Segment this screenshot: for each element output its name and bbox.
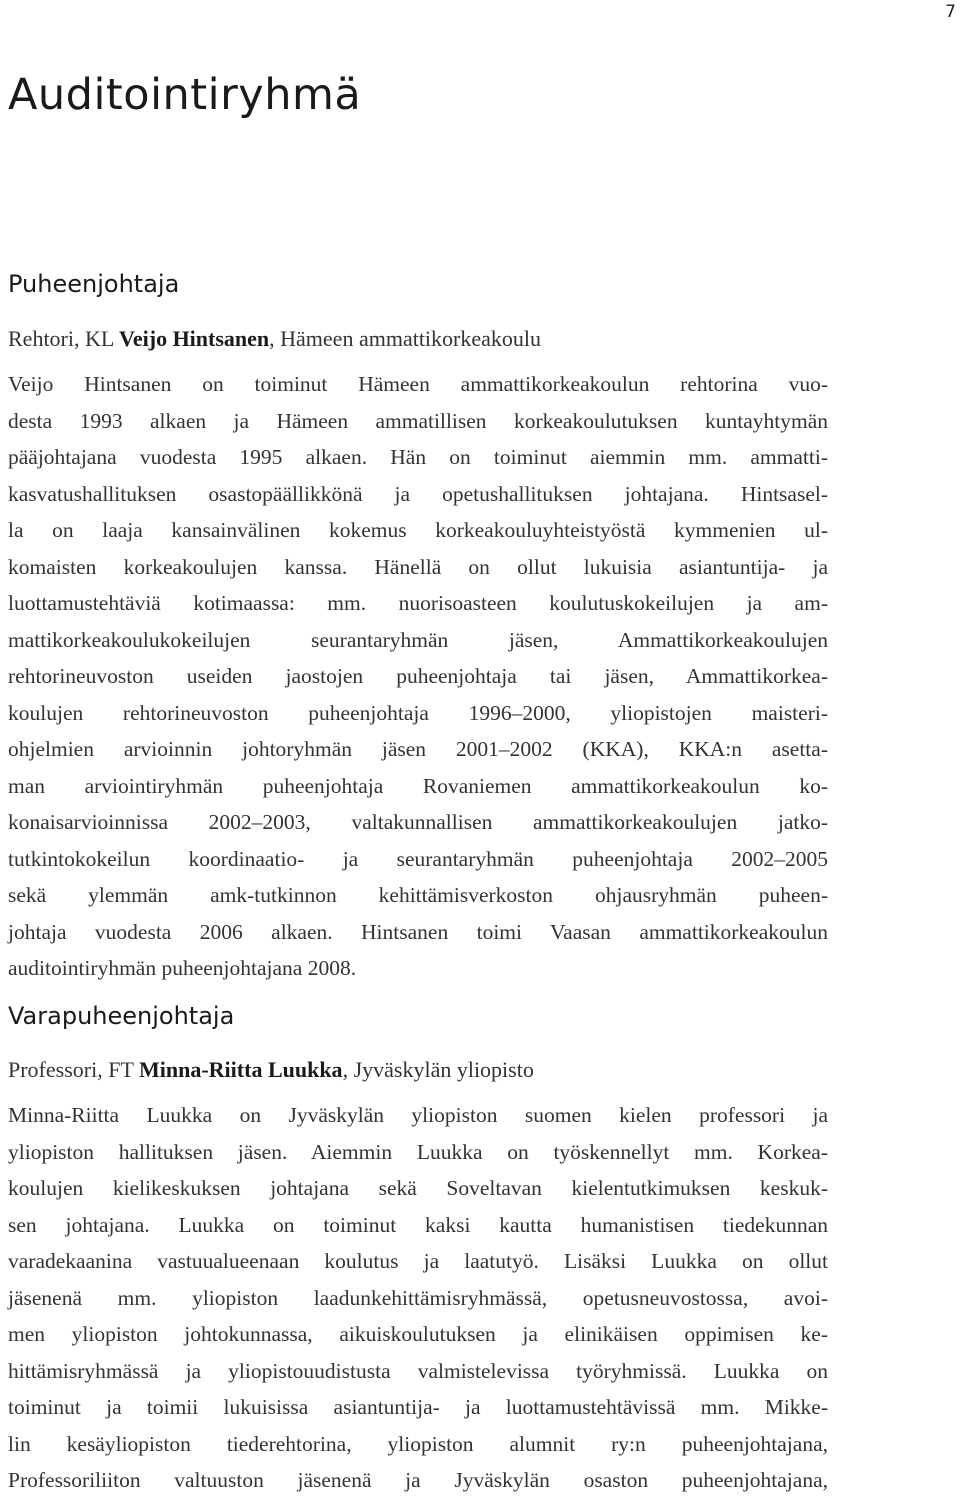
bio-line: toiminut ja toimii lukuisissa asiantuntija- ja luottamustehtävissä mm. Mikke- — [8, 1395, 828, 1419]
vice-chair-heading: Varapuheenjohtaja — [8, 1002, 235, 1030]
bio-line: jäsenenä mm. yliopiston laadunkehittämisryhmässä, opetusneuvostossa, avoi- — [8, 1285, 828, 1310]
chair-bio — [8, 366, 828, 987]
vice-chair-person-line — [8, 1057, 534, 1083]
chair-person-prefix: Rehtori, KL — [8, 326, 119, 351]
vice-chair-person-name: Minna-Riitta Luukka — [139, 1057, 343, 1082]
bio-line: auditointiryhmän puheenjohtajana 2008. — [8, 956, 357, 980]
bio-line: la on laaja kansainvälinen kokemus korkeakouluyhteistyöstä kymmenien ul- — [8, 518, 828, 542]
page-number: 7 — [945, 2, 956, 22]
vice-chair-person-suffix: , Jyväskylän yliopisto — [342, 1057, 534, 1082]
bio-line: man arviointiryhmän puheenjohtaja Rovaniemen ammattikorkeakoulun ko- — [8, 773, 828, 798]
bio-line: rehtorineuvoston useiden jaostojen puheenjohtaja tai jäsen, Ammattikorkea- — [8, 664, 828, 688]
bio-line: sekä ylemmän amk-tutkinnon kehittämisverkoston ohjausryhmän puheen- — [8, 883, 828, 907]
bio-line: sen johtajana. Luukka on toiminut kaksi kautta humanistisen tiedekunnan — [8, 1212, 828, 1237]
bio-line: komaisten korkeakoulujen kanssa. Hänellä on ollut lukuisia asiantuntija- ja — [8, 554, 828, 579]
vice-chair-person-prefix: Professori, FT — [8, 1057, 139, 1082]
bio-line: pääjohtajana vuodesta 1995 alkaen. Hän on toiminut aiemmin mm. ammatti- — [8, 445, 828, 469]
bio-line: koulujen rehtorineuvoston puheenjohtaja 1996–2000, yliopistojen maisteri- — [8, 700, 828, 725]
chair-person-name: Veijo Hintsanen — [119, 326, 270, 351]
bio-line: johtaja vuodesta 2006 alkaen. Hintsanen toimi Vaasan ammattikorkeakoulun — [8, 919, 828, 944]
page-title: Auditointiryhmä — [8, 70, 362, 120]
bio-line: kasvatushallituksen osastopäällikkönä ja opetushallituksen johtajana. Hintsasel- — [8, 481, 828, 506]
bio-line: varadekaanina vastuualueenaan koulutus ja laatutyö. Lisäksi Luukka on ollut — [8, 1249, 828, 1273]
chair-person-suffix: , Hämeen ammattikorkeakoulu — [269, 326, 542, 351]
bio-line: desta 1993 alkaen ja Hämeen ammatillisen korkeakoulutuksen kuntayhtymän — [8, 408, 828, 433]
bio-line: luottamustehtäviä kotimaassa: mm. nuorisoasteen koulutuskokeilujen ja am- — [8, 591, 828, 615]
bio-line: Veijo Hintsanen on toiminut Hämeen ammattikorkeakoulun rehtorina vuo- — [8, 372, 828, 396]
bio-line: ohjelmien arvioinnin johtoryhmän jäsen 2001–2002 (KKA), KKA:n asetta- — [8, 737, 828, 761]
vice-chair-bio — [8, 1097, 828, 1499]
bio-line: lin kesäyliopiston tiederehtorina, yliopiston alumnit ry:n puheenjohtajana, — [8, 1431, 828, 1456]
chair-person-line — [8, 326, 541, 352]
bio-line: tutkintokokeilun koordinaatio- ja seurantaryhmän puheenjohtaja 2002–2005 — [8, 846, 828, 871]
bio-line: men yliopiston johtokunnassa, aikuiskoulutuksen ja elinikäisen oppimisen ke- — [8, 1322, 828, 1346]
bio-line: Minna-Riitta Luukka on Jyväskylän yliopiston suomen kielen professori ja — [8, 1103, 828, 1127]
bio-line: koulujen kielikeskuksen johtajana sekä Soveltavan kielentutkimuksen keskuk- — [8, 1176, 828, 1200]
chair-heading: Puheenjohtaja — [8, 270, 180, 298]
bio-line: hittämisryhmässä ja yliopistouudistusta valmistelevissa työryhmissä. Luukka on — [8, 1358, 828, 1383]
bio-line: yliopiston hallituksen jäsen. Aiemmin Luukka on työskennellyt mm. Korkea- — [8, 1139, 828, 1164]
bio-line: konaisarvioinnissa 2002–2003, valtakunnallisen ammattikorkeakoulujen jatko- — [8, 810, 828, 834]
bio-line: mattikorkeakoulukokeilujen seurantaryhmän jäsen, Ammattikorkeakoulujen — [8, 627, 828, 652]
bio-line: Professoriliiton valtuuston jäsenenä ja Jyväskylän osaston puheenjohtajana, — [8, 1468, 828, 1492]
